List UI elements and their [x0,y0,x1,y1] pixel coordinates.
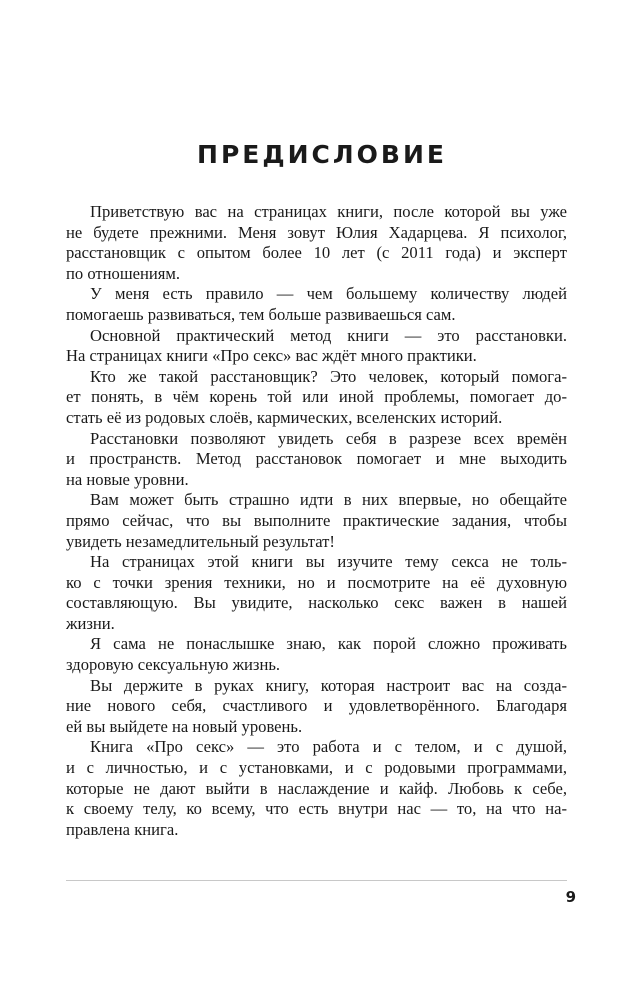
text-line: Вы держите в руках книгу, которая настроит вас на созда- [90,675,567,695]
text-line: На страницах книги «Про секс» вас ждёт много практики. [66,346,477,366]
paragraph [66,552,567,634]
text-line: жизни. [66,613,115,633]
text-line: ет понять, в чём корень той или иной проблемы, помогает до- [66,387,567,407]
text-line: к своему телу, ко всему, что есть внутри нас — то, на что на- [66,799,567,819]
body-text [66,202,567,840]
paragraph [66,737,567,840]
text-line: составляющую. Вы увидите, насколько секс важен в нашей [66,593,567,613]
paragraph [66,676,567,738]
text-line: Кто же такой расстановщик? Это человек, который помога- [90,366,567,386]
text-line: Я сама не понаслышке знаю, как порой сложно проживать [90,634,567,654]
text-line: помогаешь развиваться, тем больше развиваешься сам. [66,304,456,324]
text-line: которые не дают выйти в наслаждение и кайф. Любовь к себе, [66,778,567,798]
text-line: и пространств. Метод расстановок помогает и мне выходить [66,449,567,469]
paragraph [66,490,567,552]
text-line: ей вы выйдете на новый уровень. [66,716,303,736]
paragraph [66,202,567,284]
text-line: правлена книга. [66,819,179,839]
text-line: Основной практический метод книги — это расстановки. [90,325,567,345]
text-line: ние нового себя, счастливого и удовлетворённого. Благодаря [66,696,567,716]
paragraph [66,284,567,325]
chapter-heading: ПРЕДИСЛОВИЕ [197,140,447,169]
text-line: увидеть незамедлительный результат! [66,531,335,551]
paragraph [66,429,567,491]
text-line: Расстановки позволяют увидеть себя в разрезе всех времён [90,428,567,448]
text-line: на новые уровни. [66,469,189,489]
paragraph [66,326,567,367]
footer-divider [66,880,567,881]
text-line: ко с точки зрения техники, но и посмотрите на её духовную [66,572,567,592]
text-line: стать её из родовых слоёв, кармических, вселенских историй. [66,407,503,427]
text-line: прямо сейчас, что вы выполните практические задания, чтобы [66,510,567,530]
text-line: и с личностью, и с установками, и с родовыми программами, [66,758,567,778]
text-line: не будете прежними. Меня зовут Юлия Хадарцева. Я психолог, [66,222,567,242]
text-line: Приветствую вас на страницах книги, после которой вы уже [90,202,567,221]
text-line: расстановщик с опытом более 10 лет (с 2011 года) и эксперт [66,243,567,263]
text-line: На страницах этой книги вы изучите тему секса не толь- [90,552,567,572]
paragraph [66,634,567,675]
paragraph [66,367,567,429]
text-line: здоровую сексуальную жизнь. [66,655,281,675]
text-line: У меня есть правило — чем большему количеству людей [90,284,567,304]
page-number: 9 [565,888,576,906]
text-line: по отношениям. [66,263,181,283]
text-line: Книга «Про секс» — это работа и с телом, и с душой, [90,737,567,757]
text-line: Вам может быть страшно идти в них впервые, но обещайте [90,490,567,510]
